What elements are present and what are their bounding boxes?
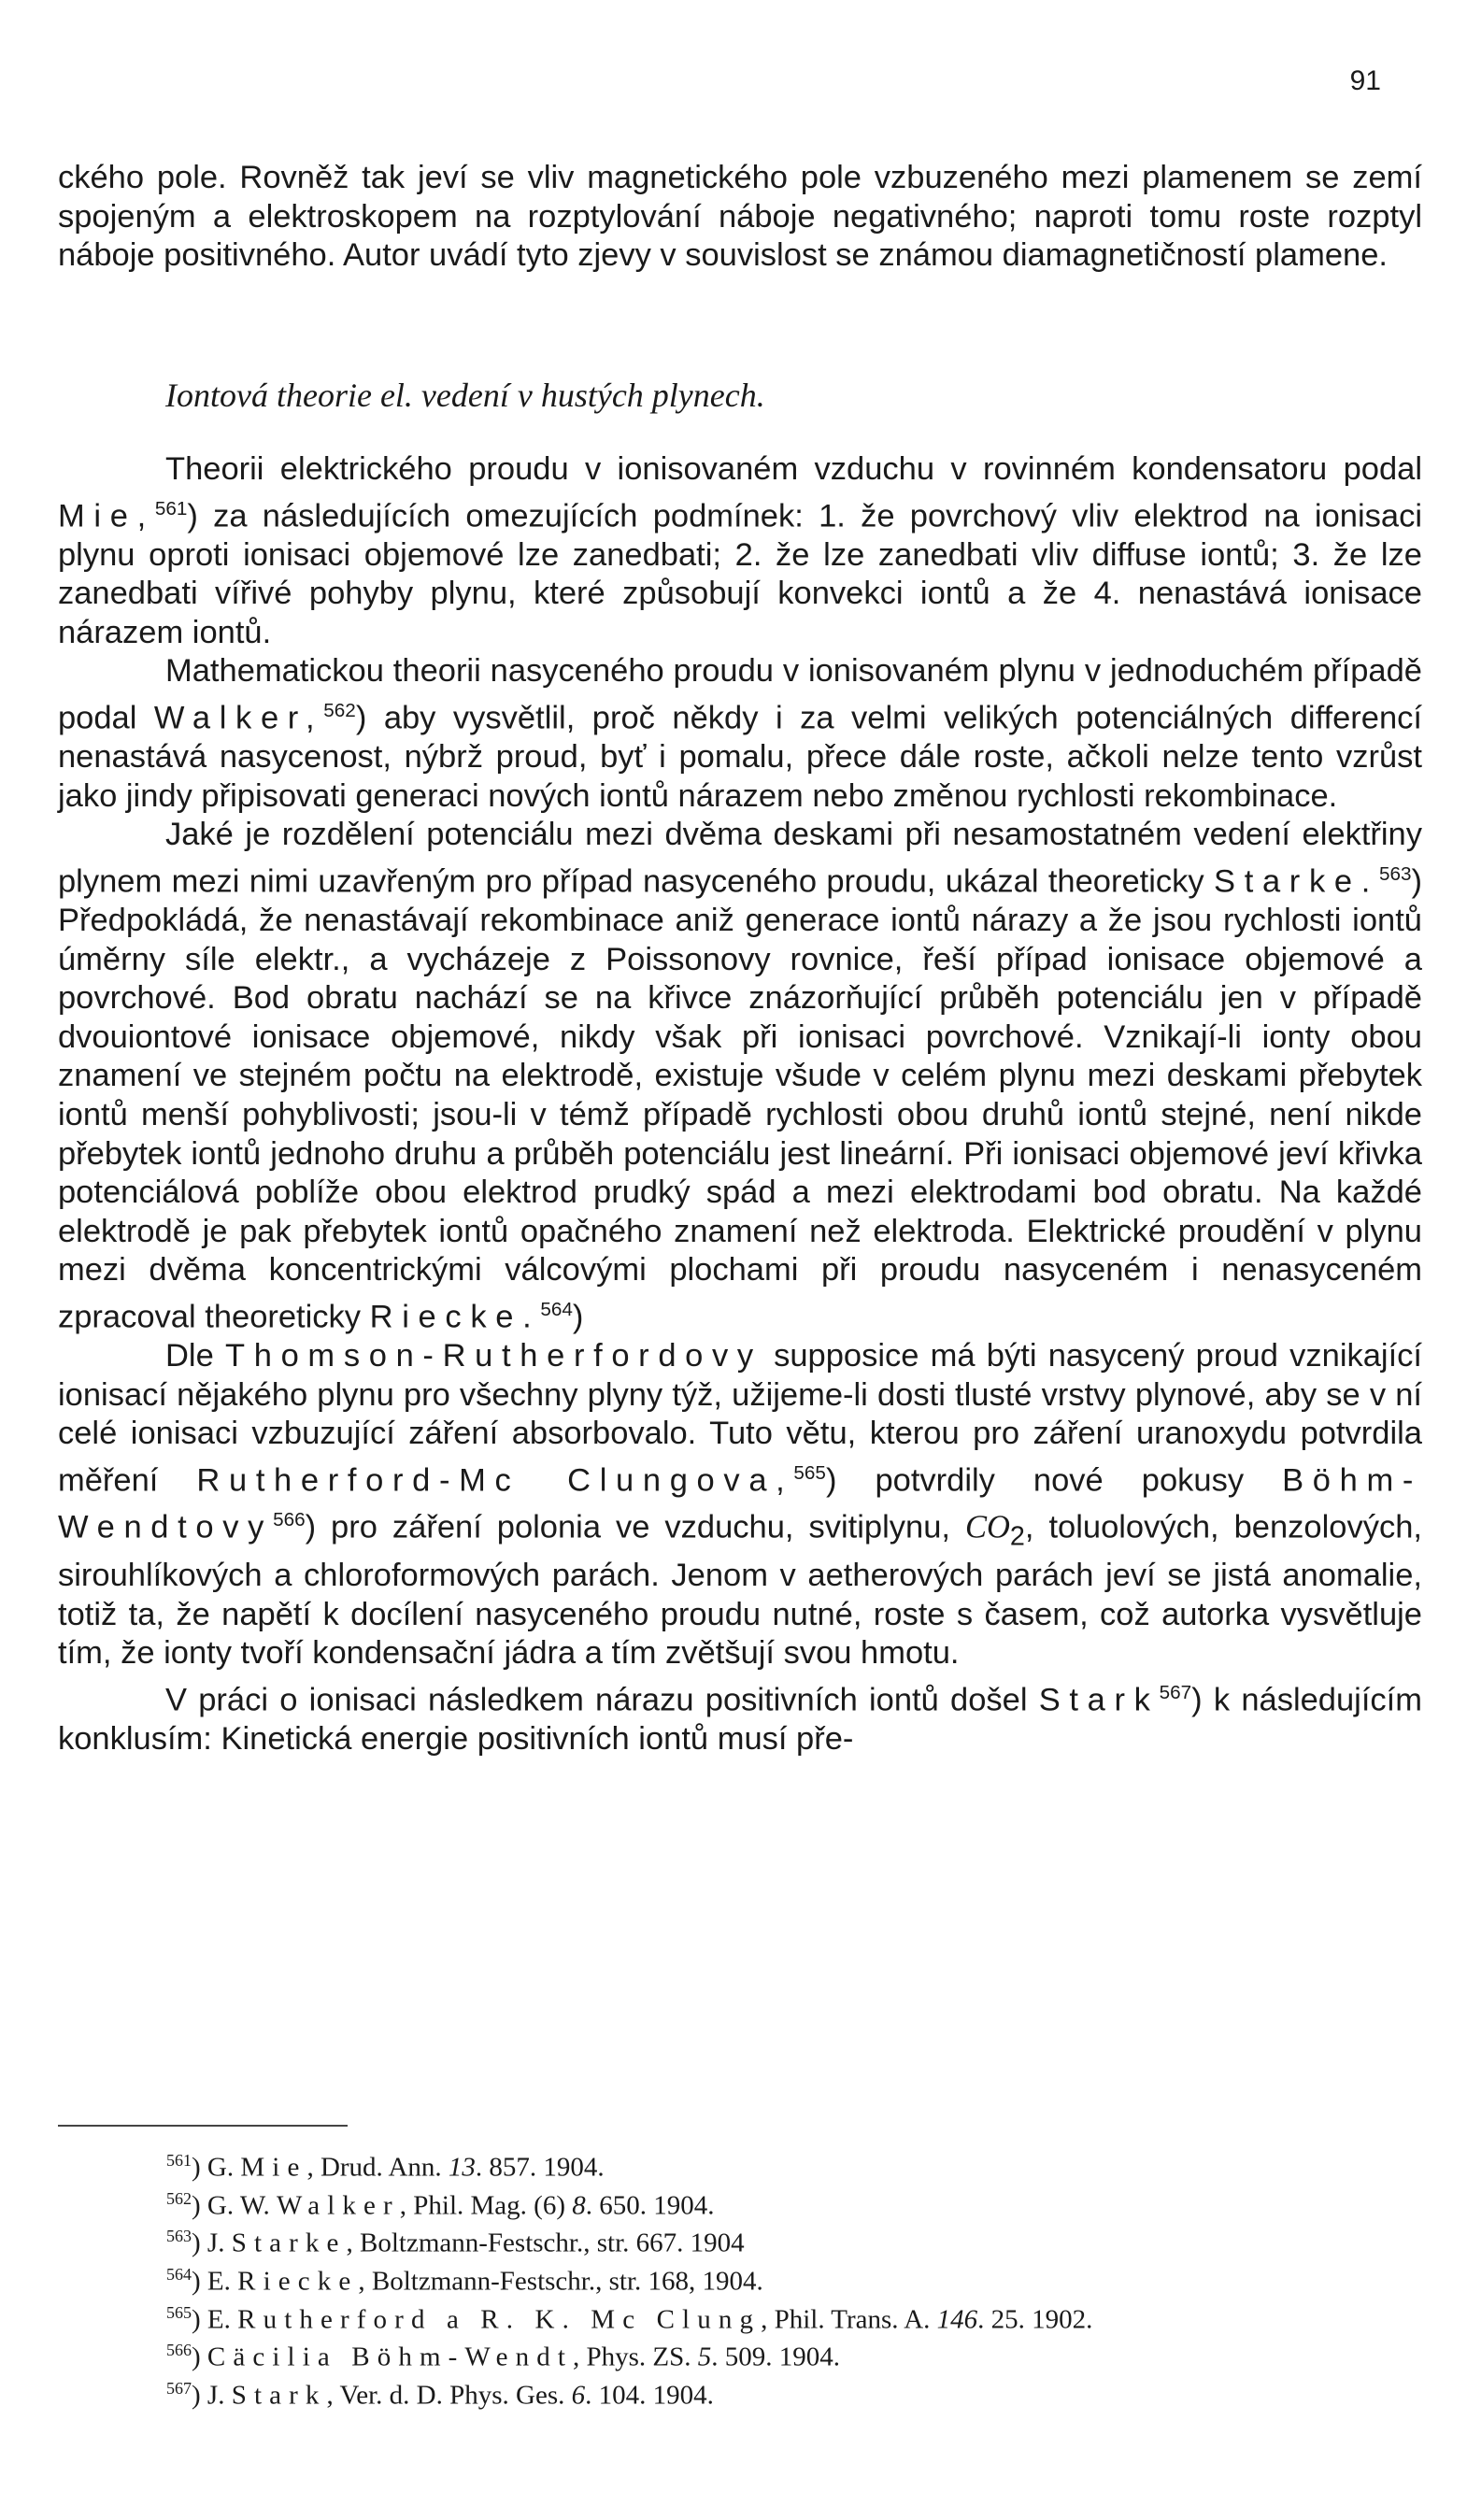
paragraph-walker: Mathematickou theorii nasyceného proudu v ionisovaném plynu v jednoduchém případě podal Walker,$^{562}$) aby vysvětlil, proč někdy i za velmi velikých potenciálných differencí nenastává nasycenost, nýbrž proud, byť i pomalu, přece dále roste, ačkoli nelze tento vzrůst jako jindy připisovati generaci nových iontů nárazem nebo změnou rychlosti rekombinace.	[58, 653, 1422, 814]
footnote-item: $^{567}$) J. Stark, Ver. d. D. Phys. Ges. 6. 104. 1904.	[166, 2378, 714, 2411]
paragraph-continuation	[58, 159, 1422, 276]
footnotes	[166, 2145, 1092, 2412]
footnote-item: $^{561}$) G. Mie, Drud. Ann. 13. 857. 1904.	[166, 2151, 605, 2183]
footnote-item: $^{563}$) J. Starke, Boltzmann-Festschr., str. 667. 1904	[166, 2227, 745, 2258]
page-number: 91	[1349, 65, 1381, 96]
section-heading: Iontová theorie el. vedení v hustých plynech.	[165, 377, 765, 414]
body-text	[58, 450, 1422, 1758]
paragraph-stark: V práci o ionisaci následkem nárazu positivních iontů došel Stark$^{567}$) k následujícím konklusím: Kinetická energie positivních iontů musí pře-	[58, 1681, 1422, 1757]
footnote-item: $^{562}$) G. W. Walker, Phil. Mag. (6) 8. 650. 1904.	[166, 2188, 715, 2221]
footnote-divider	[58, 2125, 348, 2127]
paragraph-thomson: Dle Thomson-Rutherfordovy supposice má býti nasycený proud vznikající ionisací nějakého plynu pro všechny plyny týž, užijeme-li dosti tlusté vrstvy plynové, aby se v ní celé ionisaci vzbuzující záření absorbovalo. Tuto větu, kterou pro záření uranoxydu potvrdila měření Rutherford-Mc Clungova,$^{565}$) potvrdily nové pokusy Böhm-Wendtovy$^{566}$) pro záření polonia ve vzduchu, svitiplynu, $CO_2$, toluolových, benzolových, sirouhlíkových a chloroformových parách. Jenom v aetherových parách jeví se jistá anomalie, totiž ta, že napětí k docílení nasyceného proudu nutné, roste s časem, což autorka vysvětluje tím, že ionty tvoří kondensační jádra a tím zvětšují svou hmotu.	[58, 1338, 1423, 1672]
paragraph-text: ckého pole. Rovněž tak jeví se vliv magnetického pole vzbuzeného mezi plamenem se zemí spojeným a elektroskopem na rozptylování náboje negativného; naproti tomu roste rozptyl náboje positivného. Autor uvádí tyto zjevy v souvislost se známou diamagnetičností plamene.	[58, 160, 1422, 274]
paragraph-mie: Theorii elektrického proudu v ionisovaném vzduchu v rovinném kondensatoru podal Mie,$^{561}$) za následujících omezujících podmínek: 1. že povrchový vliv elektrod na ionisaci plynu oproti ionisaci objemové lze zanedbati; 2. že lze zanedbati vliv diffuse iontů; 3. že lze zanedbati vířivé pohyby plynu, které způsobují konvekci iontů a že 4. nenastává ionisace nárazem iontů.	[58, 451, 1422, 650]
footnote-item: $^{564}$) E. Riecke, Boltzmann-Festschr., str. 168, 1904.	[166, 2264, 763, 2297]
paragraph-starke: Jaké je rozdělení potenciálu mezi dvěma deskami při nesamostatném vedení elektřiny plynem mezi nimi uzavřeným pro případ nasyceného proudu, ukázal theoreticky Starke.$^{563}$) Předpokládá, že nenastávají rekombinace aniž generace iontů nárazy a že jsou rychlosti iontů úměrny síle elektr., a vycházeje z Poissonovy rovnice, řeší případ ionisace objemové a povrchové. Bod obratu nachází se na křivce znázorňující průběh potenciálu jen v případě dvouiontové ionisace objemové, nikdy však při ionisaci povrchové. Vznikají-li ionty obou znamení ve stejném počtu na elektrodě, existuje všude v celém plynu mezi deskami přebytek iontů menší pohyblivosti; jsou-li v témž případě rychlosti obou druhů iontů stejné, není nikde přebytek iontů jednoho druhu a průběh potenciálu jest lineární. Při ionisaci objemové jeví křivka potenciálová poblíže obou elektrod prudký spád a mezi elektrodami bod obratu. Na každé elektrodě je pak přebytek iontů opačného znamení než elektroda. Elektrické proudění v plynu mezi dvěma koncentrickými válcovými plochami při proudu nasyceném i nenasyceném zpracoval theoreticky Riecke.$^{564}$)	[58, 817, 1422, 1335]
footnote-item: $^{566}$) Cäcilia Böhm-Wendt, Phys. ZS. 5. 509. 1904.	[166, 2341, 841, 2372]
footnote-item: $^{565}$) E. Rutherford a R. K. Mc Clung, Phil. Trans. A. 146. 25. 1902.	[166, 2302, 1093, 2335]
